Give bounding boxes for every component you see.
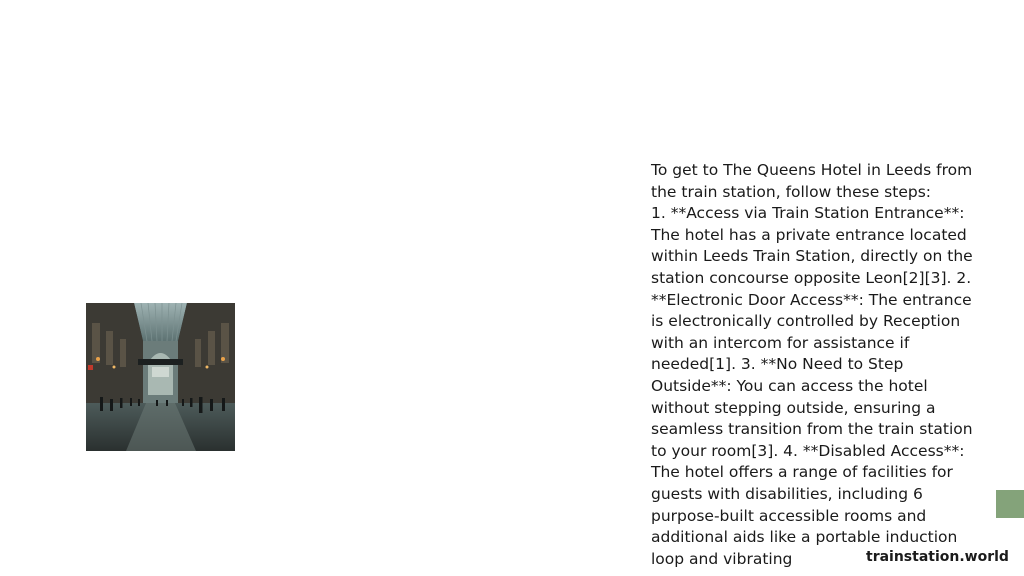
train-station-illustration [86,303,235,451]
brand-watermark: trainstation.world [866,549,1009,565]
train-station-photo [86,303,235,451]
hotel-directions-text: To get to The Queens Hotel in Leeds from the train station, follow these steps: 1. **Access via Train Station Entrance**: The hotel has a private entrance located within Leeds Train Station, directly on the station concourse opposite Leon[2][3]. 2. **Electronic Door Access**: The entrance is electronically controlled by Reception with an intercom for assistance if needed[1]. 3. **No Need to Step Outside**: You can access the hotel without stepping outside, ensuring a seamless transition from the train station to your room[3]. 4. **Disabled Access**: The hotel offers a range of facilities for guests with disabilities, including 6 purpose-built accessible rooms and additional aids like a portable induction loop and vibrating [651,161,973,568]
accent-square [996,490,1024,518]
